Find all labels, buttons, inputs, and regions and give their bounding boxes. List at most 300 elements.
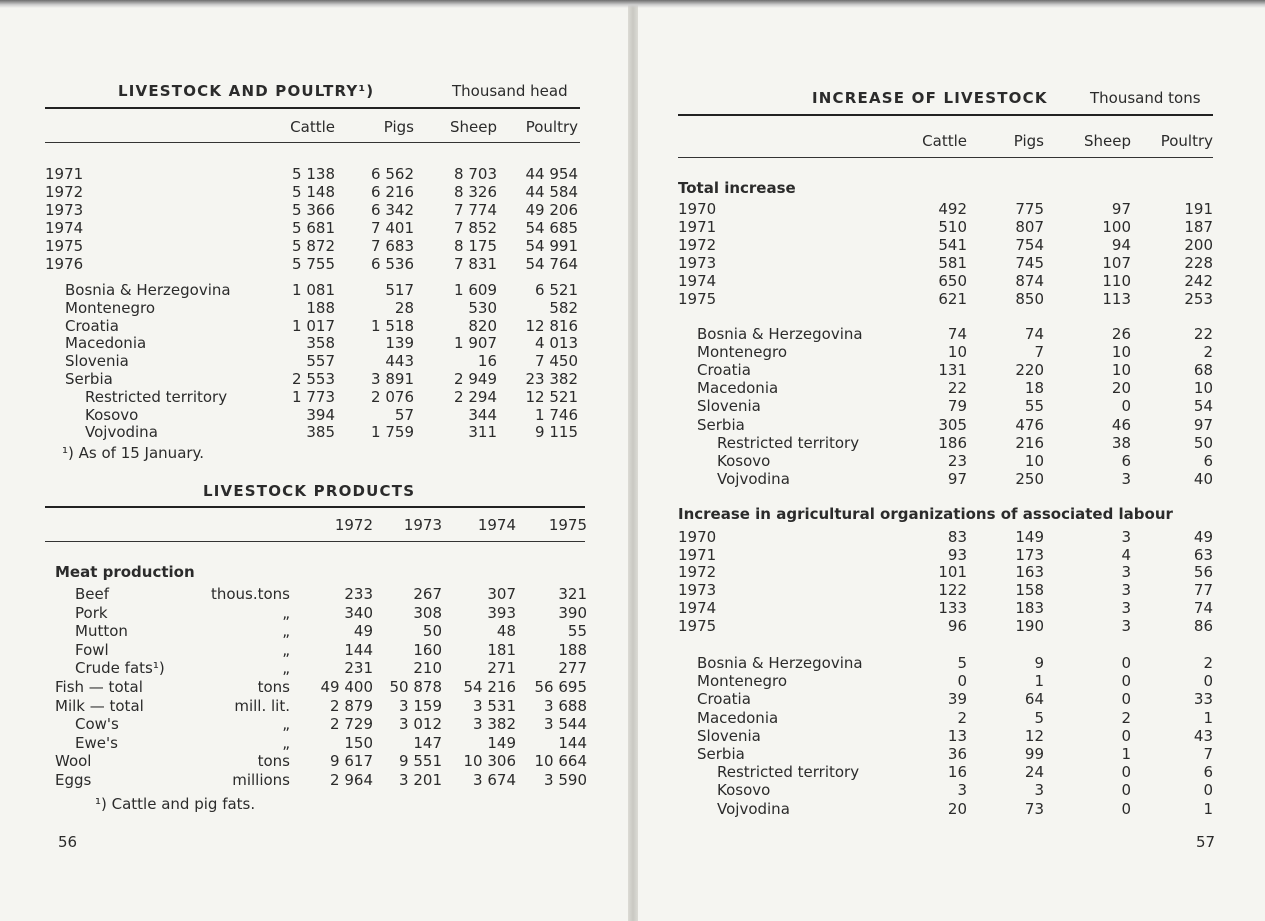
total-year-value: 754	[1015, 236, 1044, 254]
agri-region-label: Restricted territory	[717, 763, 860, 782]
agri-region-value: 12	[1024, 726, 1044, 745]
agri-year-value: 3	[1121, 598, 1131, 617]
agri-region-label: Vojvodina	[717, 799, 790, 818]
total-region-value: 18	[1024, 379, 1044, 398]
livestock-region-value: 517	[385, 281, 414, 299]
total-region-value: 23	[947, 451, 967, 470]
livestock-region-value: 1 081	[292, 281, 335, 299]
livestock-rule-top	[45, 107, 580, 109]
agri-region-value: 0	[1121, 690, 1131, 709]
agri-year-value: 86	[1193, 616, 1213, 635]
agri-region-value: 0	[1121, 781, 1131, 800]
total-region-value: 2	[1203, 343, 1213, 362]
agri-year-value: 158	[1015, 581, 1044, 600]
products-value: 210	[413, 659, 442, 678]
products-value: 3 382	[473, 715, 516, 734]
livestock-region-value: 188	[306, 298, 335, 317]
products-value: 233	[344, 585, 373, 603]
agri-region-value: 7	[1203, 745, 1213, 763]
products-value: 55	[567, 622, 587, 641]
agri-year-value: 122	[938, 581, 967, 600]
agri-year-row	[0, 581, 1265, 599]
total-increase-heading: Total increase	[678, 179, 796, 197]
increase-rule-top	[678, 114, 1213, 116]
products-footnote: ¹) Cattle and pig fats.	[95, 795, 256, 813]
agri-region-value: 73	[1024, 799, 1044, 818]
livestock-year-label: 1976	[45, 255, 84, 273]
agri-region-row	[0, 690, 1265, 708]
livestock-year-value: 54 764	[525, 255, 578, 273]
products-value: 3 012	[399, 715, 442, 734]
products-value: 48	[496, 622, 516, 641]
livestock-region-value: 394	[306, 405, 335, 424]
livestock-region-label: Vojvodina	[85, 423, 158, 442]
agri-year-value: 56	[1193, 563, 1213, 582]
products-value: 3 159	[399, 696, 442, 715]
total-year-value: 113	[1102, 290, 1131, 308]
livestock-title: LIVESTOCK AND POULTRY¹)	[118, 82, 375, 100]
livestock-header-3: Poultry	[525, 118, 578, 136]
agri-region-value: 5	[957, 654, 967, 672]
agri-year-value: 190	[1015, 616, 1044, 635]
products-label: Mutton	[75, 622, 128, 641]
products-unit: millions	[232, 771, 290, 789]
livestock-footnote: ¹) As of 15 January.	[62, 444, 205, 462]
agri-region-row	[0, 745, 1265, 763]
livestock-year-value: 7 683	[371, 237, 414, 255]
total-region-value: 38	[1111, 433, 1131, 452]
agri-year-value: 133	[938, 598, 967, 617]
agri-year-row	[0, 546, 1265, 564]
products-value: 9 617	[330, 752, 373, 771]
agri-region-row	[0, 763, 1265, 781]
products-label: Cow's	[75, 715, 119, 734]
total-year-value: 107	[1102, 254, 1131, 272]
total-region-row	[0, 452, 1265, 470]
total-region-row	[0, 470, 1265, 488]
livestock-region-label: Kosovo	[85, 405, 139, 424]
livestock-region-label: Serbia	[65, 370, 113, 388]
total-year-value: 253	[1184, 290, 1213, 308]
products-label: Pork	[75, 603, 108, 622]
livestock-region-value: 12 521	[525, 387, 578, 406]
livestock-year-value: 8 703	[454, 165, 497, 183]
livestock-region-value: 28	[394, 298, 414, 317]
total-region-value: 46	[1111, 415, 1131, 434]
products-label: Beef	[75, 585, 110, 603]
agri-region-value: 13	[947, 726, 967, 745]
total-region-value: 74	[1024, 325, 1044, 343]
agri-year-label: 1970	[678, 528, 717, 546]
products-header-3: 1975	[548, 516, 587, 534]
total-region-value: 50	[1193, 433, 1213, 452]
total-year-value: 228	[1184, 254, 1213, 272]
livestock-year-row	[0, 183, 1265, 201]
increase-header-3: Poultry	[1160, 132, 1213, 150]
agri-year-value: 183	[1015, 598, 1044, 617]
livestock-year-value: 49 206	[525, 201, 578, 219]
total-region-row	[0, 343, 1265, 361]
agri-region-value: 0	[1121, 799, 1131, 818]
livestock-region-value: 57	[394, 405, 414, 424]
agri-region-value: 36	[947, 745, 967, 763]
total-year-value: 541	[938, 236, 967, 254]
products-label: Fowl	[75, 640, 109, 659]
products-value: 147	[413, 733, 442, 752]
livestock-year-value: 54 685	[525, 219, 578, 237]
livestock-region-label: Slovenia	[65, 352, 129, 371]
total-year-value: 621	[938, 290, 967, 308]
products-label: Crude fats¹)	[75, 659, 165, 678]
livestock-region-value: 12 816	[525, 316, 578, 335]
livestock-year-value: 7 831	[454, 255, 497, 273]
total-region-label: Kosovo	[717, 451, 771, 470]
total-year-value: 850	[1015, 290, 1044, 308]
livestock-year-label: 1973	[45, 201, 84, 219]
total-region-value: 216	[1015, 433, 1044, 452]
total-region-value: 10	[947, 343, 967, 362]
total-region-value: 7	[1034, 343, 1044, 362]
increase-title: INCREASE OF LIVESTOCK	[812, 89, 1048, 107]
agri-region-value: 0	[1121, 763, 1131, 782]
livestock-header-0: Cattle	[290, 118, 335, 136]
total-region-row	[0, 379, 1265, 397]
total-region-row	[0, 416, 1265, 434]
total-region-label: Vojvodina	[717, 469, 790, 488]
agri-region-row	[0, 672, 1265, 690]
agri-region-value: 0	[1203, 781, 1213, 800]
total-region-value: 476	[1015, 415, 1044, 434]
products-value: 181	[487, 640, 516, 659]
agri-region-label: Macedonia	[697, 708, 779, 727]
products-value: 54 216	[463, 678, 516, 696]
livestock-region-value: 1 773	[292, 387, 335, 406]
livestock-year-value: 5 138	[292, 165, 335, 183]
products-value: 393	[487, 603, 516, 622]
livestock-year-value: 54 991	[525, 237, 578, 255]
livestock-year-value: 7 401	[371, 219, 414, 237]
products-value: 307	[487, 585, 516, 603]
agri-region-row	[0, 654, 1265, 672]
total-region-value: 40	[1193, 469, 1213, 488]
increase-header-1: Pigs	[1013, 132, 1044, 150]
livestock-rule-header	[45, 142, 580, 143]
agri-year-value: 49	[1193, 528, 1213, 546]
total-region-value: 3	[1121, 469, 1131, 488]
total-year-label: 1970	[678, 200, 717, 218]
agri-year-value: 77	[1193, 581, 1213, 600]
total-year-value: 745	[1015, 254, 1044, 272]
products-unit: mill. lit.	[234, 696, 290, 715]
products-header-2: 1974	[477, 516, 516, 534]
livestock-header-1: Pigs	[383, 118, 414, 136]
products-value: 2 879	[330, 696, 373, 715]
livestock-region-value: 9 115	[535, 423, 578, 442]
agri-region-value: 0	[957, 672, 967, 691]
products-value: 2 964	[330, 771, 373, 789]
livestock-region-label: Macedonia	[65, 334, 147, 353]
total-region-value: 10	[1111, 361, 1131, 380]
products-unit: „	[282, 715, 290, 734]
agri-year-value: 63	[1193, 545, 1213, 564]
agri-year-value: 149	[1015, 528, 1044, 546]
agri-region-label: Bosnia & Herzegovina	[697, 654, 863, 672]
products-value: 49	[353, 622, 373, 641]
products-unit: tons	[257, 752, 290, 771]
total-region-value: 79	[947, 397, 967, 416]
total-year-row	[0, 290, 1265, 308]
livestock-region-value: 443	[385, 352, 414, 371]
products-unit: thous.tons	[210, 585, 290, 603]
agri-region-value: 9	[1034, 654, 1044, 672]
agri-region-value: 3	[1034, 781, 1044, 800]
livestock-region-value: 3 891	[371, 370, 414, 388]
livestock-region-value: 311	[468, 423, 497, 442]
livestock-year-value: 8 326	[454, 183, 497, 201]
livestock-year-value: 44 584	[525, 183, 578, 201]
agri-region-value: 2	[957, 708, 967, 727]
livestock-year-value: 6 216	[371, 183, 414, 201]
total-region-value: 186	[938, 433, 967, 452]
livestock-region-value: 2 076	[371, 387, 414, 406]
agri-region-label: Croatia	[697, 690, 751, 709]
agri-region-value: 6	[1203, 763, 1213, 782]
products-value: 50	[422, 622, 442, 641]
agri-region-label: Kosovo	[717, 781, 771, 800]
total-region-value: 305	[938, 415, 967, 434]
agri-region-value: 33	[1193, 690, 1213, 709]
total-region-value: 97	[1193, 415, 1213, 434]
products-value: 160	[413, 640, 442, 659]
total-region-label: Croatia	[697, 361, 751, 380]
livestock-region-label: Croatia	[65, 316, 119, 335]
agri-region-value: 20	[947, 799, 967, 818]
products-value: 49 400	[320, 678, 373, 696]
agri-increase-heading: Increase in agricultural organizations of associated labour	[678, 505, 1173, 523]
total-region-value: 22	[947, 379, 967, 398]
livestock-year-value: 7 852	[454, 219, 497, 237]
agri-year-value: 101	[938, 563, 967, 582]
total-region-value: 6	[1121, 451, 1131, 470]
total-region-value: 20	[1111, 379, 1131, 398]
total-region-label: Slovenia	[697, 397, 761, 416]
livestock-year-label: 1971	[45, 165, 84, 183]
total-region-label: Montenegro	[697, 343, 788, 362]
products-value: 3 544	[544, 715, 587, 734]
total-region-row	[0, 397, 1265, 415]
agri-year-label: 1975	[678, 616, 717, 635]
total-region-value: 74	[947, 325, 967, 343]
products-value: 2 729	[330, 715, 373, 734]
livestock-year-label: 1974	[45, 219, 84, 237]
agri-region-label: Serbia	[697, 745, 745, 763]
products-value: 3 201	[399, 771, 442, 789]
agri-region-value: 0	[1203, 672, 1213, 691]
agri-region-row	[0, 800, 1265, 818]
total-year-value: 775	[1015, 200, 1044, 218]
total-region-value: 22	[1193, 325, 1213, 343]
total-region-value: 250	[1015, 469, 1044, 488]
livestock-region-value: 6 521	[535, 281, 578, 299]
agri-year-label: 1974	[678, 598, 717, 617]
agri-year-value: 3	[1121, 616, 1131, 635]
livestock-year-value: 5 681	[292, 219, 335, 237]
total-region-value: 131	[938, 361, 967, 380]
total-year-value: 200	[1184, 236, 1213, 254]
livestock-region-value: 4 013	[535, 334, 578, 353]
products-label: Ewe's	[75, 733, 118, 752]
livestock-region-value: 344	[468, 405, 497, 424]
products-value: 3 590	[544, 771, 587, 789]
livestock-region-value: 1 746	[535, 405, 578, 424]
increase-rule-header	[678, 157, 1213, 158]
agri-year-value: 4	[1121, 545, 1131, 564]
livestock-unit: Thousand head	[452, 82, 568, 100]
agri-year-value: 93	[947, 545, 967, 564]
agri-region-label: Slovenia	[697, 726, 761, 745]
agri-year-value: 173	[1015, 545, 1044, 564]
products-value: 321	[558, 585, 587, 603]
top-shadow	[0, 0, 1265, 8]
total-year-value: 187	[1184, 218, 1213, 236]
products-label: Eggs	[55, 771, 92, 789]
products-value: 3 688	[544, 696, 587, 715]
total-year-value: 492	[938, 200, 967, 218]
agri-region-label: Montenegro	[697, 672, 788, 691]
products-label: Fish — total	[55, 678, 143, 696]
livestock-region-value: 1 017	[292, 316, 335, 335]
agri-region-value: 39	[947, 690, 967, 709]
products-value: 271	[487, 659, 516, 678]
agri-region-value: 1	[1203, 799, 1213, 818]
products-header-1: 1973	[403, 516, 442, 534]
livestock-year-value: 6 536	[371, 255, 414, 273]
agri-year-row	[0, 563, 1265, 581]
products-value: 10 664	[534, 752, 587, 771]
products-value: 149	[487, 733, 516, 752]
total-year-value: 807	[1015, 218, 1044, 236]
livestock-year-value: 5 872	[292, 237, 335, 255]
livestock-region-value: 2 294	[454, 387, 497, 406]
total-year-value: 100	[1102, 218, 1131, 236]
livestock-year-row	[0, 165, 1265, 183]
products-unit: tons	[257, 678, 290, 696]
total-year-label: 1971	[678, 218, 717, 236]
total-year-row	[0, 254, 1265, 272]
livestock-header-2: Sheep	[449, 118, 497, 136]
products-value: 390	[558, 603, 587, 622]
total-year-label: 1974	[678, 272, 717, 290]
products-value: 231	[344, 659, 373, 678]
total-year-value: 191	[1184, 200, 1213, 218]
total-region-label: Restricted territory	[717, 433, 860, 452]
total-region-row	[0, 434, 1265, 452]
agri-year-value: 96	[947, 616, 967, 635]
products-value: 144	[558, 733, 587, 752]
livestock-region-value: 1 609	[454, 281, 497, 299]
total-region-value: 68	[1193, 361, 1213, 380]
products-title: LIVESTOCK PRODUCTS	[203, 482, 416, 500]
products-value: 9 551	[399, 752, 442, 771]
livestock-year-value: 7 774	[454, 201, 497, 219]
products-unit: „	[282, 603, 290, 622]
livestock-region-value: 530	[468, 298, 497, 317]
livestock-region-value: 582	[549, 298, 578, 317]
agri-region-value: 2	[1203, 654, 1213, 672]
total-year-row	[0, 218, 1265, 236]
livestock-region-value: 7 450	[535, 352, 578, 371]
total-year-value: 510	[938, 218, 967, 236]
meat-production-heading: Meat production	[55, 563, 195, 581]
products-value: 340	[344, 603, 373, 622]
agri-region-value: 1	[1203, 708, 1213, 727]
total-region-label: Macedonia	[697, 379, 779, 398]
total-year-row	[0, 272, 1265, 290]
livestock-region-value: 139	[385, 334, 414, 353]
agri-region-value: 1	[1121, 745, 1131, 763]
agri-year-value: 3	[1121, 528, 1131, 546]
total-year-value: 874	[1015, 272, 1044, 290]
agri-region-value: 0	[1121, 672, 1131, 691]
livestock-year-value: 6 342	[371, 201, 414, 219]
total-region-row	[0, 361, 1265, 379]
livestock-year-label: 1975	[45, 237, 84, 255]
products-unit: „	[282, 622, 290, 641]
products-value: 267	[413, 585, 442, 603]
products-header-0: 1972	[334, 516, 373, 534]
agri-year-row	[0, 528, 1265, 546]
products-value: 10 306	[463, 752, 516, 771]
livestock-region-value: 820	[468, 316, 497, 335]
agri-year-label: 1972	[678, 563, 717, 582]
total-year-label: 1975	[678, 290, 717, 308]
total-region-label: Serbia	[697, 415, 745, 434]
livestock-region-value: 2 949	[454, 370, 497, 388]
products-value: 144	[344, 640, 373, 659]
products-unit: „	[282, 640, 290, 659]
agri-year-label: 1971	[678, 545, 717, 564]
agri-region-value: 64	[1024, 690, 1044, 709]
products-label: Wool	[55, 752, 92, 771]
total-year-label: 1973	[678, 254, 717, 272]
livestock-region-value: 1 907	[454, 334, 497, 353]
total-year-row	[0, 236, 1265, 254]
page-number-right: 57	[1196, 833, 1216, 851]
livestock-region-value: 385	[306, 423, 335, 442]
total-region-row	[0, 325, 1265, 343]
products-unit: „	[282, 659, 290, 678]
livestock-year-value: 6 562	[371, 165, 414, 183]
agri-region-value: 24	[1024, 763, 1044, 782]
total-year-row	[0, 200, 1265, 218]
products-rule-top	[45, 506, 585, 508]
products-unit: „	[282, 733, 290, 752]
products-value: 188	[558, 640, 587, 659]
total-region-value: 10	[1193, 379, 1213, 398]
livestock-region-value: 23 382	[525, 370, 578, 388]
livestock-region-value: 557	[306, 352, 335, 371]
products-value: 150	[344, 733, 373, 752]
agri-region-value: 0	[1121, 654, 1131, 672]
products-value: 308	[413, 603, 442, 622]
agri-region-value: 5	[1034, 708, 1044, 727]
total-region-value: 26	[1111, 325, 1131, 343]
agri-year-value: 3	[1121, 581, 1131, 600]
livestock-year-value: 5 366	[292, 201, 335, 219]
total-region-value: 55	[1024, 397, 1044, 416]
agri-year-value: 83	[947, 528, 967, 546]
agri-region-value: 99	[1024, 745, 1044, 763]
